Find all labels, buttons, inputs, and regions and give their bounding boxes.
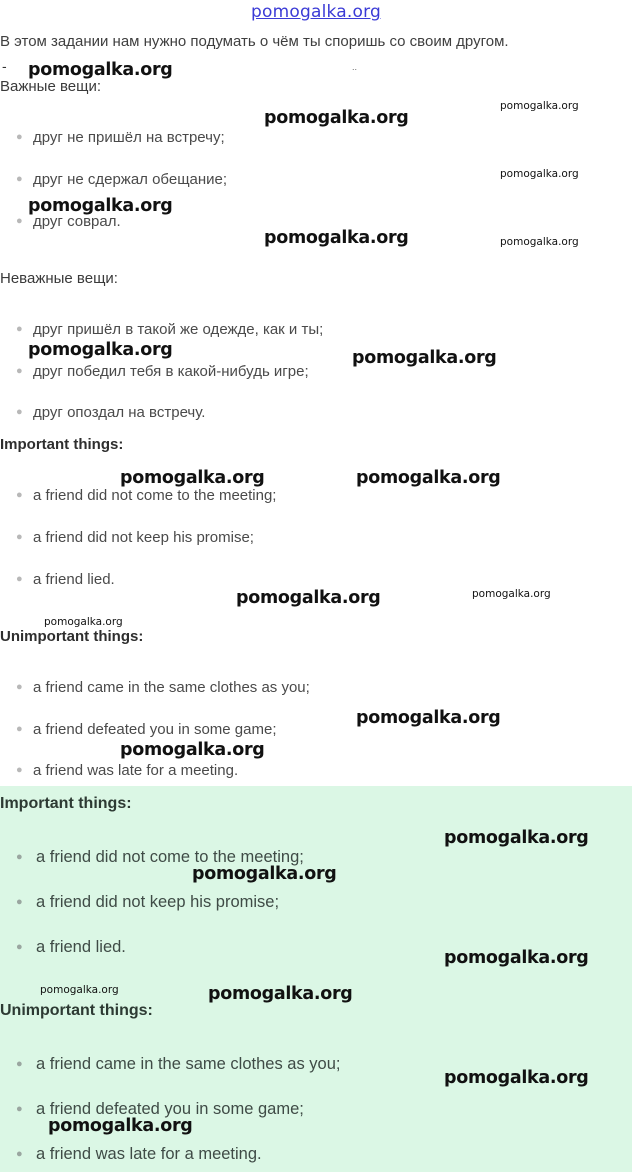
- watermark-text: pomogalka.org: [500, 236, 579, 248]
- watermark-text: pomogalka.org: [28, 196, 173, 216]
- watermark-text: pomogalka.org: [444, 1068, 589, 1088]
- watermark-text: pomogalka.org: [28, 340, 173, 360]
- bullet-icon: ●: [16, 215, 23, 227]
- watermark-text: pomogalka.org: [120, 468, 265, 488]
- list-item: ● a friend defeated you in some game;: [16, 721, 277, 738]
- list-item: ● a friend lied.: [16, 938, 126, 956]
- list-item: ● друг пришёл в такой же одежде, как и ты;: [16, 321, 324, 338]
- ru-unimportant-heading: Неважные вещи:: [0, 270, 118, 287]
- bullet-icon: ●: [16, 1103, 23, 1115]
- bullet-icon: ●: [16, 681, 23, 693]
- watermark-text: pomogalka.org: [444, 828, 589, 848]
- watermark-text: pomogalka.org: [444, 948, 589, 968]
- bullet-icon: ●: [16, 896, 23, 908]
- list-item: ● a friend came in the same clothes as you;: [16, 679, 310, 696]
- dash-mark: -: [2, 58, 7, 74]
- answer-unimportant-heading: Unimportant things:: [0, 1002, 153, 1019]
- list-item: ● a friend did not come to the meeting;: [16, 848, 304, 866]
- bullet-icon: ●: [16, 1058, 23, 1070]
- bullet-icon: ●: [16, 406, 23, 418]
- watermark-text: pomogalka.org: [500, 168, 579, 180]
- bullet-icon: ●: [16, 173, 23, 185]
- bullet-icon: ●: [16, 941, 23, 953]
- en-important-heading: Important things:: [0, 436, 124, 453]
- list-item: ● a friend defeated you in some game;: [16, 1100, 304, 1118]
- bullet-icon: ●: [16, 323, 23, 335]
- answer-important-heading: Important things:: [0, 795, 132, 812]
- watermark-text: pomogalka.org: [352, 348, 497, 368]
- bullet-icon: ●: [16, 764, 23, 776]
- list-item: ● a friend was late for a meeting.: [16, 1145, 262, 1163]
- list-item: ● друг победил тебя в какой-нибудь игре;: [16, 363, 309, 380]
- list-item: ● друг опоздал на встречу.: [16, 404, 206, 421]
- watermark-text: pomogalka.org: [40, 984, 119, 996]
- bullet-icon: ●: [16, 489, 23, 501]
- watermark-text: pomogalka.org: [48, 1116, 193, 1136]
- watermark-text: pomogalka.org: [192, 864, 337, 884]
- en-unimportant-heading: Unimportant things:: [0, 628, 144, 645]
- bullet-icon: ●: [16, 531, 23, 543]
- bullet-icon: ●: [16, 365, 23, 377]
- watermark-text: pomogalka.org: [44, 616, 123, 628]
- site-title-link[interactable]: pomogalka.org: [251, 2, 381, 22]
- bullet-icon: ●: [16, 851, 23, 863]
- list-item: ● a friend did not keep his promise;: [16, 529, 254, 546]
- watermark-text: pomogalka.org: [264, 108, 409, 128]
- watermark-text: pomogalka.org: [236, 588, 381, 608]
- ru-important-heading: Важные вещи:: [0, 78, 101, 95]
- bullet-icon: ●: [16, 723, 23, 735]
- intro-text: В этом задании нам нужно подумать о чём ты споришь со своим другом.: [0, 33, 509, 50]
- watermark-text: pomogalka.org: [208, 984, 353, 1004]
- list-item: ● друг соврал.: [16, 213, 121, 230]
- list-item: ● друг не сдержал обещание;: [16, 171, 228, 188]
- watermark-text: pomogalka.org: [120, 740, 265, 760]
- bullet-icon: ●: [16, 131, 23, 143]
- watermark-text: pomogalka.org: [500, 100, 579, 112]
- list-item: ● a friend came in the same clothes as you;: [16, 1055, 341, 1073]
- bullet-icon: ●: [16, 1148, 23, 1160]
- list-item: ● a friend lied.: [16, 571, 115, 588]
- watermark-text: pomogalka.org: [356, 468, 501, 488]
- watermark-text: pomogalka.org: [472, 588, 551, 600]
- watermark-text: pomogalka.org: [264, 228, 409, 248]
- list-item: ● a friend did not keep his promise;: [16, 893, 280, 911]
- list-item: ● a friend was late for a meeting.: [16, 762, 239, 779]
- bullet-icon: ●: [16, 573, 23, 585]
- list-item: ● a friend did not come to the meeting;: [16, 487, 277, 504]
- tiny-mark: ..: [352, 62, 358, 72]
- list-item: ● друг не пришёл на встречу;: [16, 129, 225, 146]
- watermark-text: pomogalka.org: [356, 708, 501, 728]
- watermark-text: pomogalka.org: [28, 60, 173, 80]
